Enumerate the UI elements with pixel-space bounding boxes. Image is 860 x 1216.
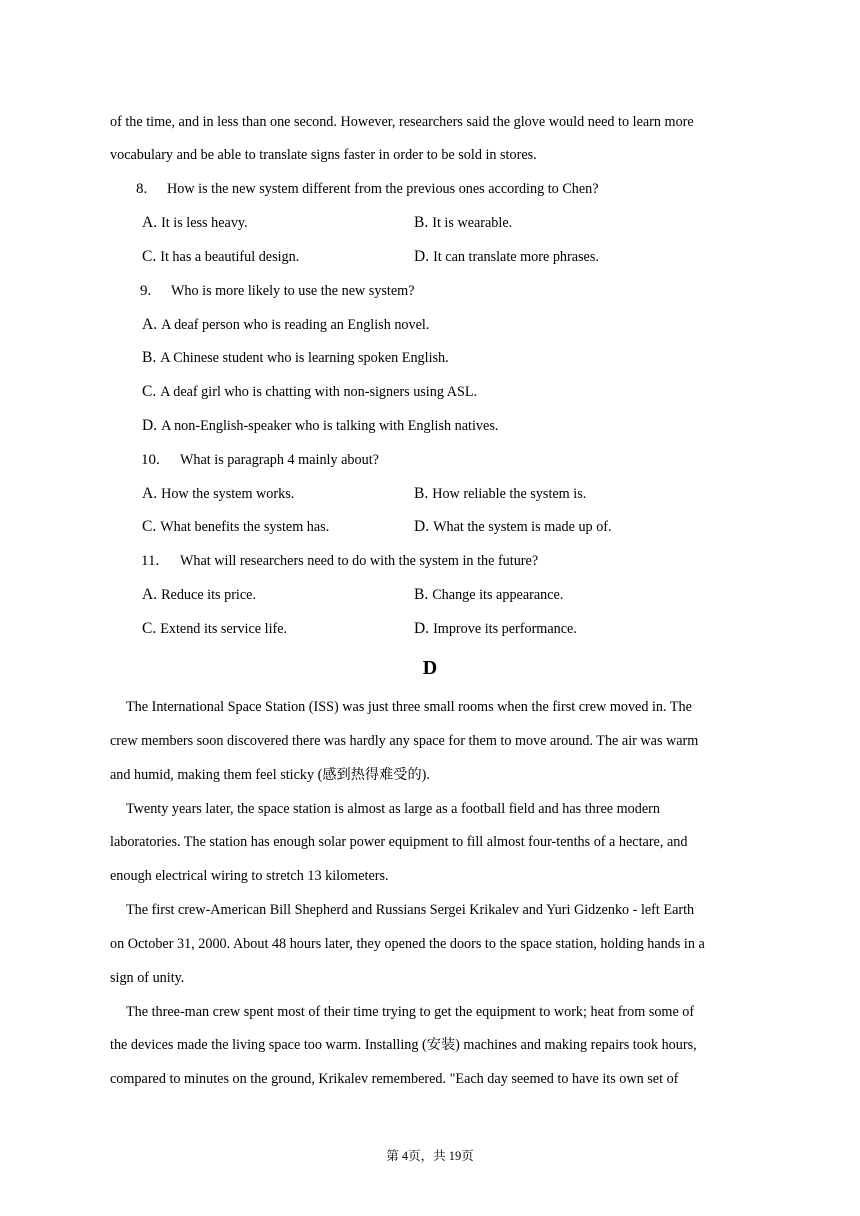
option-text: A Chinese student who is learning spoken English. <box>160 350 449 366</box>
option-letter: D. <box>142 417 158 434</box>
option-letter: B. <box>142 349 157 366</box>
option-letter: A. <box>142 316 158 333</box>
passage-line: crew members soon discovered there was hardly any space for them to move around. The air was warm <box>110 733 699 749</box>
option-text: Reduce its price. <box>161 587 257 603</box>
passage-line: vocabulary and be able to translate signs faster in order to be sold in stores. <box>110 147 537 163</box>
question-text: How is the new system different from the previous ones according to Chen? <box>167 181 599 197</box>
option-text: How the system works. <box>161 486 295 502</box>
option-letter: D. <box>414 518 430 535</box>
option-text: It has a beautiful design. <box>160 249 300 265</box>
option-b[interactable] <box>414 485 586 503</box>
question-number: 10. <box>141 452 160 468</box>
option-text: Improve its performance. <box>433 621 577 637</box>
option-d[interactable] <box>142 417 498 435</box>
option-letter: D. <box>414 248 430 265</box>
passage-line: laboratories. The station has enough solar power equipment to fill almost four-tenths of a hectare, and <box>110 834 688 850</box>
passage-line: The three-man crew spent most of their time trying to get the equipment to work; heat from some of <box>126 1004 695 1020</box>
option-a[interactable] <box>142 316 429 334</box>
page-number-footer: 第 4页，共 19页 <box>386 1149 474 1163</box>
passage-line: The International Space Station (ISS) was just three small rooms when the first crew moved in. The <box>126 699 692 715</box>
option-letter: C. <box>142 383 157 400</box>
question-text: What is paragraph 4 mainly about? <box>180 452 379 468</box>
option-text: What the system is made up of. <box>433 519 612 535</box>
option-letter: A. <box>142 485 158 502</box>
passage-line: sign of unity. <box>110 970 185 986</box>
option-c[interactable] <box>142 248 299 266</box>
option-c[interactable] <box>142 620 287 638</box>
option-text: A deaf girl who is chatting with non-signers using ASL. <box>160 384 478 400</box>
question-number: 11. <box>141 553 160 569</box>
option-letter: C. <box>142 248 157 265</box>
option-letter: A. <box>142 214 158 231</box>
option-letter: B. <box>414 586 429 603</box>
option-letter: C. <box>142 620 157 637</box>
option-letter: C. <box>142 518 157 535</box>
option-c[interactable] <box>142 518 329 536</box>
option-text: A non-English-speaker who is talking with English natives. <box>161 418 499 434</box>
question-number: 9. <box>140 283 152 299</box>
option-letter: B. <box>414 214 429 231</box>
passage-line: of the time, and in less than one second. However, researchers said the glove would need to learn more <box>110 114 694 130</box>
option-text: A deaf person who is reading an English novel. <box>161 317 430 333</box>
option-letter: B. <box>414 485 429 502</box>
option-b[interactable] <box>142 349 449 367</box>
option-letter: D. <box>414 620 430 637</box>
option-a[interactable] <box>142 586 256 604</box>
option-b[interactable] <box>414 214 512 232</box>
passage-line: on October 31, 2000. About 48 hours later, they opened the doors to the space station, holding hands in a <box>110 936 705 952</box>
option-d[interactable] <box>414 248 599 266</box>
option-a[interactable] <box>142 214 248 232</box>
option-d[interactable] <box>414 620 577 638</box>
option-text: It is less heavy. <box>161 215 248 231</box>
passage-line: the devices made the living space too warm. Installing (安装) machines and making repairs took hours, <box>110 1037 697 1053</box>
option-a[interactable] <box>142 485 294 503</box>
option-text: How reliable the system is. <box>432 486 587 502</box>
option-d[interactable] <box>414 518 612 536</box>
option-text: Extend its service life. <box>160 621 288 637</box>
option-b[interactable] <box>414 586 563 604</box>
question-number: 8. <box>136 181 148 197</box>
option-text: It can translate more phrases. <box>433 249 599 265</box>
option-text: Change its appearance. <box>432 587 564 603</box>
question-text: Who is more likely to use the new system? <box>171 283 415 299</box>
section-heading: D <box>422 657 438 679</box>
option-c[interactable] <box>142 383 477 401</box>
question-text: What will researchers need to do with the system in the future? <box>180 553 539 569</box>
option-text: What benefits the system has. <box>160 519 330 535</box>
option-text: It is wearable. <box>432 215 513 231</box>
passage-line: and humid, making them feel sticky (感到热得难受的). <box>110 767 430 783</box>
passage-line: Twenty years later, the space station is almost as large as a football field and has three modern <box>126 801 660 817</box>
passage-line: compared to minutes on the ground, Krikalev remembered. "Each day seemed to have its own set of <box>110 1071 679 1087</box>
passage-line: enough electrical wiring to stretch 13 kilometers. <box>110 868 389 884</box>
passage-line: The first crew-American Bill Shepherd and Russians Sergei Krikalev and Yuri Gidzenko - left Earth <box>126 902 695 918</box>
option-letter: A. <box>142 586 158 603</box>
